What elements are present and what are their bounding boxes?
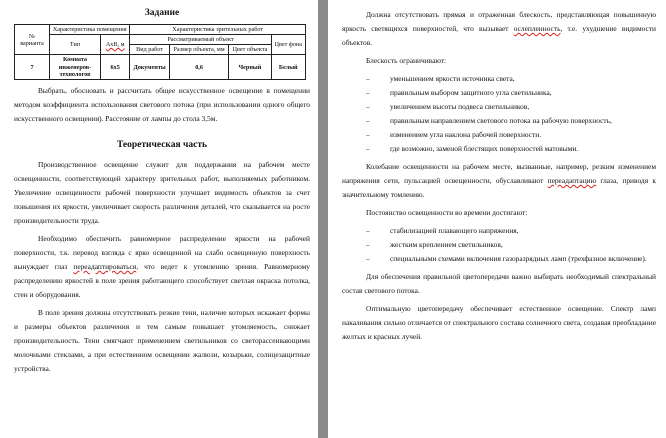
list-item: – правильным выбором защитного угла светильника, (366, 88, 552, 97)
list-item: – правильным направлением светового потока на рабочую поверхность, (366, 116, 612, 125)
header-variant: № варианта (15, 25, 50, 55)
header-axb-text: АхВ, м (105, 41, 125, 49)
task-table (14, 24, 306, 80)
fluctuation-paragraph: Колебание освещенности на рабочем месте, вызванные, например, резким изменением напряжения сети, пульсацией освещенности, обуславливают переадаптацию глаза, приводя к значительному томлению. (342, 162, 656, 199)
cell-work: Документы (130, 55, 169, 79)
cell-color-bg: Белый (271, 55, 305, 79)
cell-size: 0,6 (169, 55, 229, 79)
page-right (328, 0, 666, 438)
list-item: – увеличением высоты подвеса светильников, (366, 102, 530, 111)
natural-light-paragraph: Оптимальную цветопередачу обеспечивает естественное освещение. Спектр ламп накаливания сильно отличается от спектрального состава солнечного света, создавая преобладание желтых и красных лучей. (342, 304, 656, 341)
glare-paragraph: Должна отсутствовать прямая и отраженная блескость, представляющая повышенную яркость светящихся поверхностей, что вызывает ослепленность, т.е. ухудшение видимости объектов. (342, 10, 657, 47)
constancy-list (342, 224, 656, 266)
theory-paragraph-1: Производственное освещение служит для поддержания на рабочем месте освещенности, соответствующей характеру зрительных работ, выполняемых работником. Увеличение освещенности рабочей поверхности улучшает видимость объектов за счет повышения их яркости, увеличивает скорость различения деталей, что сказывается на росте производительности труда. (14, 159, 310, 225)
cell-color-obj: Черный (229, 55, 271, 79)
theory-paragraph-3: В поле зрения должны отсутствовать резкие тени, наличие которых искажает формы и размеры объектов различения и тем самым повышает утомляемость, снижает производительность. Тени смягчают применением светильников со светорассеивающими молочными стеклами, а при естественном освещении жалюзи, козырьки, солнцезащитные устройства. (14, 307, 310, 373)
cell-axb: 6х5 (101, 55, 130, 79)
list-item: – уменьшением яркости источника света, (366, 74, 515, 83)
header-room: Характеристика помещения (50, 25, 130, 35)
header-color-obj: Цвет объекта (229, 45, 271, 55)
cell-type: Комната инженеров-технологов (50, 55, 101, 79)
task-text: Выбрать, обосновать и рассчитать общее искусственное освещение в помещении методом коэффициента использования светового потока (при использовании одного общего искусственного освещения). Расстояние от лампы до стола 3,5м. (14, 85, 310, 123)
header-visual: Характеристика зрительных работ (130, 25, 306, 35)
header-size: Размер объекта, мм (169, 45, 229, 55)
header-type: Тип (50, 35, 101, 55)
list-item: – специальными схемами включения газоразрядных ламп (трехфазное включение). (366, 254, 647, 263)
glare-limit-lead: Блескость ограничивают: (366, 56, 447, 65)
theory-paragraph-2: Необходимо обеспечить равномерное распределение яркости на рабочей поверхности, т.к. перевод взгляда с ярко освещенной на слабо освещенную поверхность вынуждает глаз переадаптироваться, что ведет к утомлению зрения. Равномерному распределению яркостей в поле зрения работающего способствует светлая окраска потолка, стен и оборудования. (14, 233, 311, 299)
constancy-lead: Постоянство освещенности во времени достигают: (366, 208, 528, 217)
theory-title: Теоретическая часть (116, 139, 208, 150)
glare-limit-list (342, 72, 656, 156)
header-object: Рассматриваемый объект (130, 35, 271, 45)
list-item: – жестким креплением светильников, (366, 240, 503, 249)
cell-variant: 7 (15, 55, 50, 79)
list-item: – изменением угла наклона рабочей поверхности. (366, 130, 542, 139)
page-left (0, 0, 318, 438)
list-item: – где возможно, заменой блестящих поверхностей матовыми. (366, 144, 579, 153)
header-axb (101, 35, 130, 55)
color-rendering-paragraph: Для обеспечения правильной цветопередачи важно выбирать необходимый спектральный состав светового потока. (342, 272, 656, 295)
header-work: Вид работ (130, 45, 169, 55)
list-item: – стабилизацией плавающего напряжения, (366, 226, 519, 235)
task-title: Задание (144, 8, 180, 18)
header-color-bg: Цвет фона (271, 35, 305, 55)
